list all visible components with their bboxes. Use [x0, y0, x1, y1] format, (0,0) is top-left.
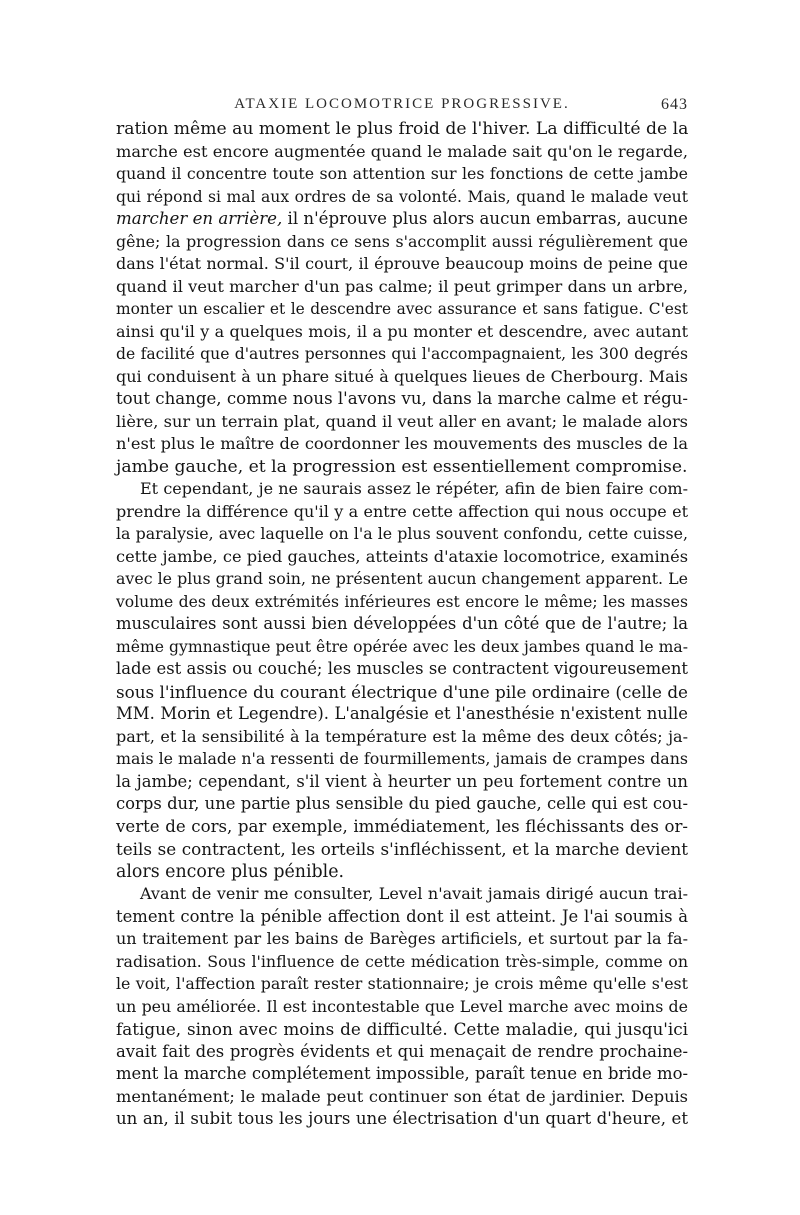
body-text [116, 118, 688, 1131]
text-line: Et cependant, je ne saurais assez le répéter, afin de bien faire com- [140, 479, 688, 498]
text-line: corps dur, une partie plus sensible du pied gauche, celle qui est cou- [116, 794, 688, 813]
text-line: avec le plus grand soin, ne présentent aucun changement apparent. Le [116, 569, 688, 588]
text-line: verte de cors, par exemple, immédiatement, les fléchissants des or- [116, 816, 688, 836]
text-line: sous l'influence du courant électrique d'une pile ordinaire (celle de [116, 681, 688, 702]
text-line: tout change, comme nous l'avons vu, dans la marche calme et régu- [116, 389, 688, 408]
text-line: jambe gauche, et la progression est essentiellement compromise. [116, 456, 688, 477]
text-line: Avant de venir me consulter, Level n'avait jamais dirigé aucun trai- [140, 884, 688, 903]
text-line: mais le malade n'a ressenti de fourmillements, jamais de crampes dans [116, 749, 688, 768]
text-line: musculaires sont aussi bien développées d'un côté que de l'autre; la [116, 614, 688, 633]
text-line: quand il concentre toute son attention sur les fonctions de cette jambe [116, 164, 688, 183]
text-line: part, et la sensibilité à la température est la même des deux côtés; ja- [116, 726, 688, 746]
text-line: MM. Morin et Legendre). L'analgésie et l'anesthésie n'existent nulle [116, 704, 688, 723]
text-line: fatigue, sinon avec moins de difficulté. Cette maladie, qui jusqu'ici [116, 1019, 688, 1039]
text-line: quand il veut marcher d'un pas calme; il peut grimper dans un arbre, [116, 276, 688, 296]
text-line: ration même au moment le plus froid de l'hiver. La difficulté de la [116, 119, 689, 139]
page-number: 643 [661, 96, 688, 113]
text-line: le voit, l'affection paraît rester stationnaire; je crois même qu'elle s'est [116, 974, 688, 993]
text-line: ainsi qu'il y a quelques mois, il a pu monter et descendre, avec autant [116, 321, 688, 341]
text-line: n'est plus le maître de coordonner les mouvements des muscles de la [116, 434, 688, 453]
text-line: la jambe; cependant, s'il vient à heurter un peu fortement contre un [116, 771, 688, 791]
text-line: un traitement par les bains de Barèges artificiels, et surtout par la fa- [116, 929, 688, 948]
text-line: lade est assis ou couché; les muscles se contractent vigoureusement [116, 659, 688, 678]
text-line: qui répond si mal aux ordres de sa volonté. Mais, quand le malade veut [116, 187, 688, 206]
text-line: lière, sur un terrain plat, quand il veut aller en avant; le malade alors [116, 411, 688, 431]
text-line: qui conduisent à un phare situé à quelques lieues de Cherbourg. Mais [116, 366, 688, 386]
text-line: avait fait des progrès évidents et qui menaçait de rendre prochaine- [116, 1041, 688, 1061]
text-line: teils se contractent, les orteils s'infléchissent, et la marche devient [116, 839, 688, 859]
text-line: de facilité que d'autres personnes qui l'accompagnaient, les 300 degrés [116, 345, 688, 363]
text-line: la paralysie, avec laquelle on l'a le plus souvent confondu, cette cuisse, [116, 524, 688, 543]
text-line: gêne; la progression dans ce sens s'accomplit aussi régulièrement que [116, 231, 688, 251]
text-line: un peu améliorée. Il est incontestable que Level marche avec moins de [116, 996, 688, 1016]
text-line: dans l'état normal. S'il court, il éprouve beaucoup moins de peine que [116, 254, 688, 273]
text-line: mentanément; le malade peut continuer son état de jardinier. Depuis [116, 1086, 688, 1106]
running-head [116, 96, 688, 118]
text-line: marche est encore augmentée quand le malade sait qu'on le regarde, [116, 141, 688, 161]
text-line: alors encore plus pénible. [116, 861, 345, 882]
text-line: radisation. Sous l'influence de cette médication très-simple, comme on [116, 951, 688, 971]
text-line: un an, il subit tous les jours une électrisation d'un quart d'heure, et [116, 1109, 688, 1128]
text-line: volume des deux extrémités inférieures est encore le même; les masses [116, 592, 688, 611]
text-line: prendre la différence qu'il y a entre cette affection qui nous occupe et [116, 501, 688, 521]
text-line: marcher en arrière, il n'éprouve plus alors aucun embarras, aucune [116, 209, 689, 228]
running-title: ATAXIE LOCOMOTRICE PROGRESSIVE. [234, 96, 570, 112]
text-line: monter un escalier et le descendre avec assurance et sans fatigue. C'est [116, 300, 688, 318]
text-line: ment la marche complétement impossible, paraît tenue en bride mo- [116, 1064, 688, 1083]
text-line: cette jambe, ce pied gauches, atteints d'ataxie locomotrice, examinés [116, 546, 688, 566]
text-line: tement contre la pénible affection dont il est atteint. Je l'ai soumis à [116, 906, 688, 926]
italic-phrase: marcher en arrière, [116, 209, 283, 228]
text-line: même gymnastique peut être opérée avec les deux jambes quand le ma- [116, 637, 688, 656]
